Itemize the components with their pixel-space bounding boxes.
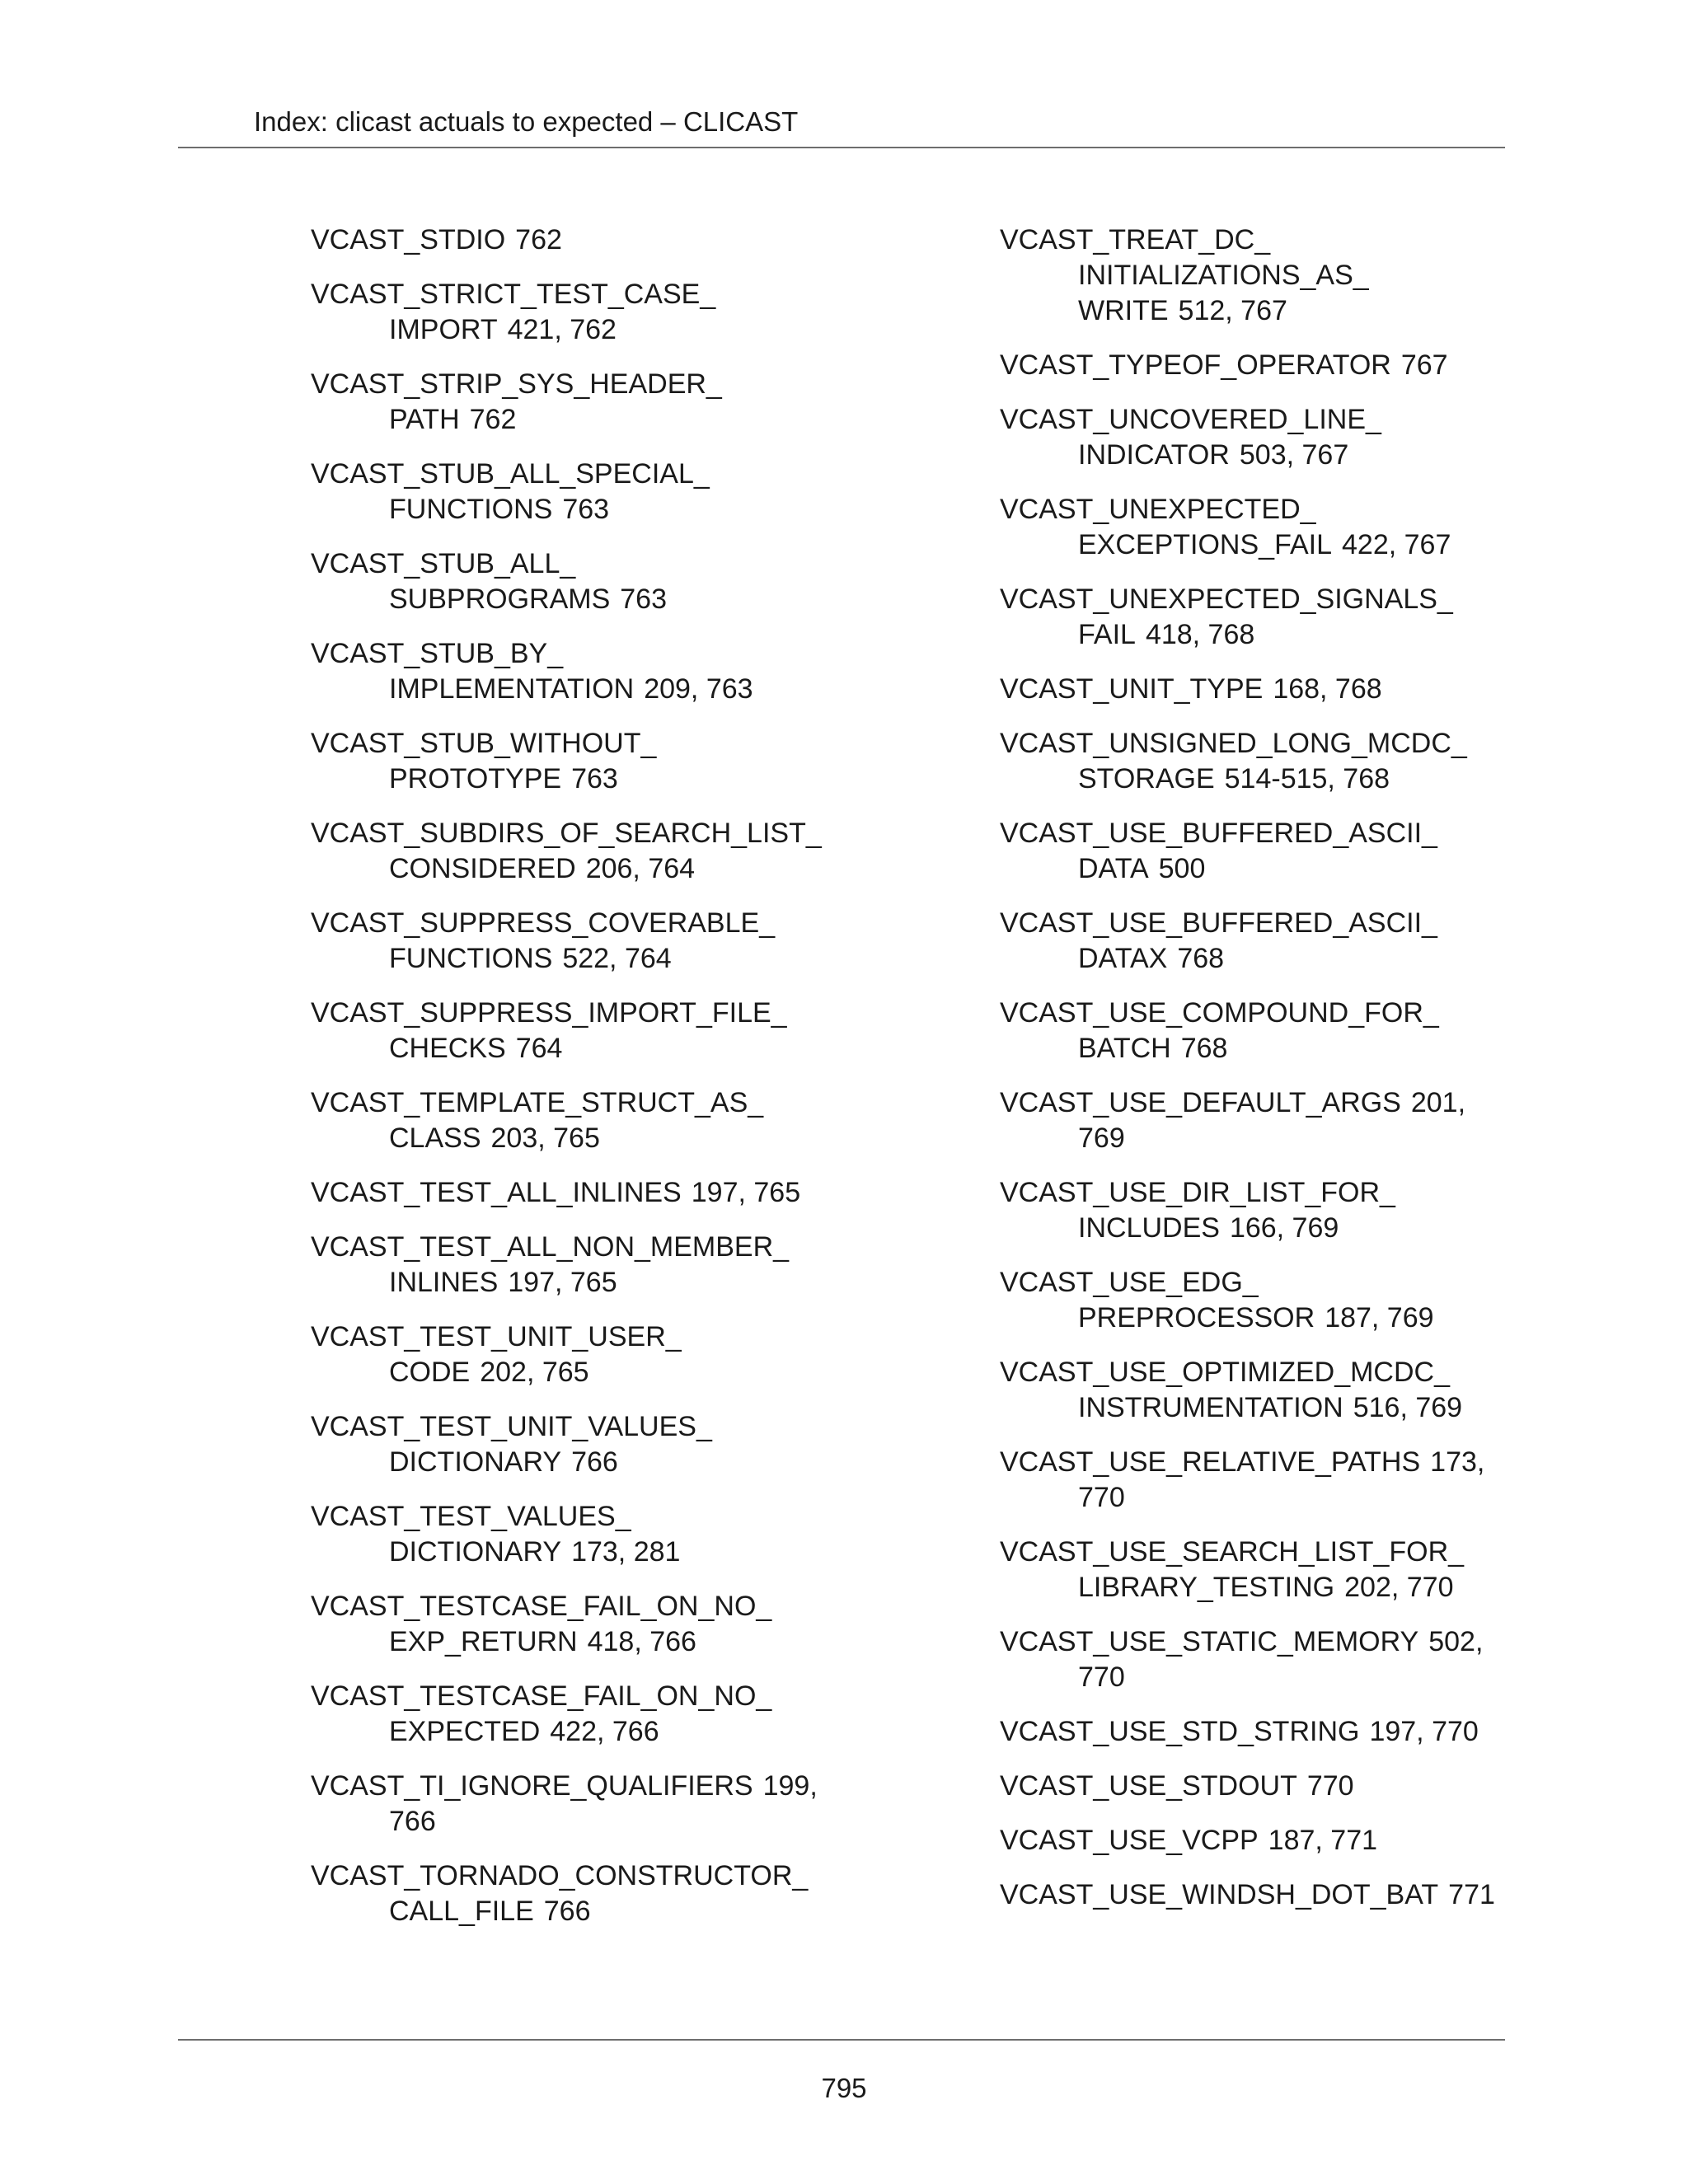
index-term-text: CHECKS [389, 1033, 506, 1064]
index-page-refs: 197, 765 [691, 1177, 801, 1208]
index-entry [1000, 726, 1511, 797]
index-entry [311, 816, 904, 887]
index-term-text: IMPORT [389, 314, 498, 345]
index-term-text: VCAST_TESTCASE_FAIL_ON_NO_ [311, 1680, 772, 1712]
index-term-text: VCAST_UNEXPECTED_SIGNALS_ [1000, 583, 1453, 615]
index-term-text: VCAST_USE_STD_STRING [1000, 1716, 1360, 1747]
index-entry [311, 996, 904, 1066]
index-term-text: DICTIONARY [389, 1536, 562, 1568]
index-term [1000, 906, 1511, 941]
index-entry [311, 1409, 904, 1480]
index-entry [1000, 1769, 1511, 1804]
index-term-text: VCAST_TI_IGNORE_QUALIFIERS [311, 1770, 753, 1802]
index-entry [1000, 672, 1511, 707]
index-term-continuation [311, 941, 904, 977]
index-term-text: VCAST_USE_EDG_ [1000, 1267, 1259, 1298]
index-term-text: IMPLEMENTATION [389, 673, 635, 705]
index-entry [1000, 582, 1511, 653]
index-term-text: VCAST_SUPPRESS_COVERABLE_ [311, 907, 776, 939]
index-page-refs-continuation: 769 [1078, 1122, 1125, 1154]
index-term-text: VCAST_USE_BUFFERED_ASCII_ [1000, 818, 1437, 849]
index-term-continuation [311, 1355, 904, 1390]
index-page-refs: 516, 769 [1353, 1392, 1463, 1423]
index-term-text: VCAST_SUBDIRS_OF_SEARCH_LIST_ [311, 818, 822, 849]
index-term [311, 1230, 904, 1265]
index-term-text: CLASS [389, 1122, 481, 1154]
index-term-text: EXP_RETURN [389, 1626, 578, 1657]
index-term [311, 546, 904, 582]
index-page-refs: 187, 771 [1268, 1825, 1378, 1856]
index-term [311, 457, 904, 492]
index-term [311, 1858, 904, 1894]
index-term-continuation [311, 582, 904, 617]
index-term-text: VCAST_TESTCASE_FAIL_ON_NO_ [311, 1591, 772, 1622]
index-page-refs: 512, 767 [1178, 295, 1287, 326]
index-term-text: VCAST_USE_VCPP [1000, 1825, 1259, 1856]
header-divider [178, 147, 1505, 148]
index-page-refs: 768 [1177, 943, 1225, 974]
index-term [311, 277, 904, 312]
index-entry [1000, 1823, 1511, 1858]
index-term [1000, 223, 1511, 258]
index-page-refs: 206, 764 [585, 853, 696, 884]
index-term [311, 906, 904, 941]
index-term-text: VCAST_TREAT_DC_ [1000, 224, 1271, 255]
index-entry [1000, 1445, 1511, 1516]
index-column-right [1000, 223, 1511, 1932]
index-term-continuation [1000, 762, 1511, 797]
index-term [311, 996, 904, 1031]
index-page-refs: 503, 767 [1239, 439, 1349, 471]
index-entry [1000, 1714, 1511, 1750]
index-term-text: VCAST_STUB_ALL_ [311, 548, 576, 579]
index-page-refs: 522, 764 [562, 943, 672, 974]
index-term-text: VCAST_STRIP_SYS_HEADER_ [311, 368, 722, 400]
index-page-refs: 763 [571, 763, 618, 794]
index-entry [311, 1589, 904, 1660]
index-term-text: VCAST_TEST_UNIT_VALUES_ [311, 1411, 712, 1442]
index-term-text: INSTRUMENTATION [1078, 1392, 1343, 1423]
index-term-text: INITIALIZATIONS_AS_ [1078, 260, 1369, 291]
index-term-text: WRITE [1078, 295, 1169, 326]
index-term [1000, 492, 1511, 527]
index-term [1000, 1769, 1511, 1804]
index-entry [311, 277, 904, 348]
index-term-text: FUNCTIONS [389, 494, 553, 525]
index-term [1000, 402, 1511, 438]
index-term-text: VCAST_UNCOVERED_LINE_ [1000, 404, 1381, 435]
index-entry [1000, 1535, 1511, 1605]
index-entry [311, 1230, 904, 1301]
index-page-refs: 173, 281 [571, 1536, 681, 1568]
index-page-refs: 201, [1410, 1087, 1466, 1118]
index-term [1000, 726, 1511, 762]
index-page-refs: 771 [1448, 1879, 1495, 1910]
index-term-text: LIBRARY_TESTING [1078, 1572, 1335, 1603]
index-entry [1000, 906, 1511, 977]
index-page-refs-continuation: 766 [389, 1806, 436, 1837]
index-term-continuation [311, 1624, 904, 1660]
index-entry [311, 726, 904, 797]
index-term-continuation [311, 1265, 904, 1301]
index-page-refs: 166, 769 [1229, 1212, 1339, 1244]
index-term [311, 1319, 904, 1355]
index-page-refs: 514-515, 768 [1224, 763, 1390, 794]
index-term-text: INDICATOR [1078, 439, 1230, 471]
index-term [1000, 1823, 1511, 1858]
index-page-refs: 209, 763 [644, 673, 753, 705]
index-term [311, 1679, 904, 1714]
index-term [1000, 672, 1511, 707]
index-entry [1000, 1265, 1511, 1336]
index-term-text: CONSIDERED [389, 853, 576, 884]
index-page-refs: 763 [620, 583, 667, 615]
index-term-continuation [311, 492, 904, 527]
index-term-text: INLINES [389, 1267, 499, 1298]
index-term [311, 726, 904, 762]
index-term-continuation [1000, 851, 1511, 887]
index-page-refs: 763 [562, 494, 610, 525]
index-entry [1000, 492, 1511, 563]
index-entry [1000, 1355, 1511, 1426]
index-entry [311, 1319, 904, 1390]
index-page-refs: 768 [1180, 1033, 1228, 1064]
index-page-refs: 500 [1158, 853, 1206, 884]
index-term [311, 223, 904, 258]
index-term-text: VCAST_USE_OPTIMIZED_MCDC_ [1000, 1357, 1450, 1388]
index-entry [311, 457, 904, 527]
index-term [1000, 1877, 1511, 1913]
index-term-continuation [1000, 1390, 1511, 1426]
index-page-refs-continuation: 770 [1078, 1482, 1125, 1513]
index-term [1000, 1085, 1511, 1121]
index-entry [311, 1769, 904, 1840]
index-term-text: VCAST_USE_DEFAULT_ARGS [1000, 1087, 1401, 1118]
index-page-refs: 197, 765 [508, 1267, 617, 1298]
index-term-text: VCAST_STDIO [311, 224, 506, 255]
index-term-continuation [1000, 527, 1511, 563]
index-entry [1000, 816, 1511, 887]
index-term-text: PROTOTYPE [389, 763, 562, 794]
index-term-text: CALL_FILE [389, 1896, 534, 1927]
index-term-text: VCAST_TYPEOF_OPERATOR [1000, 349, 1391, 381]
index-term-text: VCAST_STUB_BY_ [311, 638, 564, 669]
index-term-continuation [1000, 293, 1511, 329]
index-term [1000, 1624, 1511, 1660]
index-page-refs: 421, 762 [507, 314, 617, 345]
index-page-refs: 418, 766 [587, 1626, 696, 1657]
index-term [311, 1499, 904, 1535]
index-page-refs: 422, 767 [1342, 529, 1451, 560]
index-term-text: VCAST_TEMPLATE_STRUCT_AS_ [311, 1087, 764, 1118]
index-term-continuation [311, 1121, 904, 1156]
index-term-text: CODE [389, 1357, 471, 1388]
index-page-refs: 770 [1306, 1770, 1354, 1802]
index-term-text: EXCEPTIONS_FAIL [1078, 529, 1332, 560]
index-term-text: FAIL [1078, 619, 1136, 650]
index-term [311, 1589, 904, 1624]
index-term [1000, 582, 1511, 617]
index-term-text: VCAST_USE_SEARCH_LIST_FOR_ [1000, 1536, 1465, 1568]
index-term [311, 816, 904, 851]
index-page-refs: 502, [1428, 1626, 1484, 1657]
index-entry [1000, 1877, 1511, 1913]
index-term-text: VCAST_STRICT_TEST_CASE_ [311, 279, 716, 310]
index-term-continuation [1000, 941, 1511, 977]
index-term-continuation [1000, 1570, 1511, 1605]
index-term-text: VCAST_TEST_ALL_INLINES [311, 1177, 682, 1208]
index-term [1000, 348, 1511, 383]
index-page-refs: 422, 766 [550, 1716, 659, 1747]
index-entry [1000, 1175, 1511, 1246]
index-term [311, 1175, 904, 1211]
index-page-refs: 418, 768 [1145, 619, 1255, 650]
footer-divider [178, 2039, 1505, 2041]
index-term [1000, 1535, 1511, 1570]
index-entry [311, 1679, 904, 1750]
index-term-continuation [311, 1031, 904, 1066]
index-term-text: VCAST_USE_RELATIVE_PATHS [1000, 1446, 1421, 1478]
index-entry [311, 1175, 904, 1211]
index-term-text: DATA [1078, 853, 1149, 884]
index-term-text: VCAST_TORNADO_CONSTRUCTOR_ [311, 1860, 809, 1891]
index-entry [311, 636, 904, 707]
index-term-text: VCAST_USE_COMPOUND_FOR_ [1000, 997, 1439, 1029]
index-page-refs-continuation: 770 [1078, 1661, 1125, 1693]
index-term-text: STORAGE [1078, 763, 1215, 794]
index-entry [311, 546, 904, 617]
index-term-text: VCAST_TEST_UNIT_USER_ [311, 1321, 682, 1352]
index-term-continuation [1000, 1211, 1511, 1246]
index-term-text: VCAST_UNEXPECTED_ [1000, 494, 1316, 525]
index-term-text: INCLUDES [1078, 1212, 1220, 1244]
index-entry [311, 906, 904, 977]
index-term-continuation [311, 312, 904, 348]
index-term-continuation [1000, 438, 1511, 473]
index-term [311, 367, 904, 402]
index-page-refs: 199, [762, 1770, 818, 1802]
index-term-text: BATCH [1078, 1033, 1171, 1064]
index-term-text: VCAST_USE_STDOUT [1000, 1770, 1297, 1802]
index-term [1000, 1714, 1511, 1750]
index-page-refs: 202, 770 [1344, 1572, 1454, 1603]
index-entry [1000, 1624, 1511, 1695]
index-term-text: VCAST_UNSIGNED_LONG_MCDC_ [1000, 728, 1467, 759]
index-page-refs: 173, [1430, 1446, 1485, 1478]
index-entry [311, 1858, 904, 1929]
index-entry [1000, 1085, 1511, 1156]
index-term-continuation [311, 1714, 904, 1750]
index-term-text: VCAST_TEST_ALL_NON_MEMBER_ [311, 1231, 790, 1263]
index-page-refs: 762 [515, 224, 562, 255]
index-term-continuation [311, 402, 904, 438]
index-page-refs: 762 [469, 404, 517, 435]
index-term-text: SUBPROGRAMS [389, 583, 611, 615]
index-term [1000, 1265, 1511, 1301]
index-page-refs: 766 [571, 1446, 618, 1478]
index-entry [311, 367, 904, 438]
index-term-text: DATAX [1078, 943, 1168, 974]
index-term-text: PATH [389, 404, 460, 435]
index-term-continuation [311, 1535, 904, 1570]
index-term [1000, 996, 1511, 1031]
index-entry [311, 1085, 904, 1156]
index-term [311, 636, 904, 672]
index-entry [311, 1499, 904, 1570]
index-term-text: VCAST_UNIT_TYPE [1000, 673, 1264, 705]
index-term-text: VCAST_STUB_WITHOUT_ [311, 728, 657, 759]
index-term [311, 1085, 904, 1121]
index-term-continuation [1000, 617, 1511, 653]
index-term-text: FUNCTIONS [389, 943, 553, 974]
index-term-continuation [311, 762, 904, 797]
index-term-text: VCAST_TEST_VALUES_ [311, 1501, 631, 1532]
index-page-refs: 197, 770 [1369, 1716, 1479, 1747]
index-term [1000, 816, 1511, 851]
index-term-continuation [1000, 258, 1511, 293]
running-header: Index: clicast actuals to expected – CLICAST [254, 106, 799, 137]
index-term-text: VCAST_STUB_ALL_SPECIAL_ [311, 458, 710, 490]
index-term [1000, 1355, 1511, 1390]
index-column-left [311, 223, 904, 1948]
index-term-text: VCAST_USE_BUFFERED_ASCII_ [1000, 907, 1437, 939]
index-term-continuation [1000, 1031, 1511, 1066]
index-term-text: VCAST_USE_WINDSH_DOT_BAT [1000, 1879, 1439, 1910]
index-term-continuation [1000, 1301, 1511, 1336]
index-term [1000, 1445, 1511, 1480]
index-term [311, 1769, 904, 1804]
index-page-refs: 766 [543, 1896, 591, 1927]
index-term-continuation [311, 672, 904, 707]
index-term [311, 1409, 904, 1445]
index-entry [1000, 996, 1511, 1066]
index-term-text: DICTIONARY [389, 1446, 562, 1478]
page-number: 795 [821, 2073, 867, 2103]
index-term-text: EXPECTED [389, 1716, 541, 1747]
index-term-text: VCAST_SUPPRESS_IMPORT_FILE_ [311, 997, 787, 1029]
index-entry [1000, 223, 1511, 329]
index-term [1000, 1175, 1511, 1211]
index-term-text: VCAST_USE_DIR_LIST_FOR_ [1000, 1177, 1395, 1208]
index-page-refs: 187, 769 [1325, 1302, 1434, 1333]
index-entry [311, 223, 904, 258]
index-page-refs: 203, 765 [490, 1122, 600, 1154]
index-term-continuation [311, 1445, 904, 1480]
index-entry [1000, 402, 1511, 473]
index-entry [1000, 348, 1511, 383]
index-term-text: VCAST_USE_STATIC_MEMORY [1000, 1626, 1419, 1657]
index-term-continuation [311, 851, 904, 887]
index-term-continuation [311, 1894, 904, 1929]
index-page-refs: 767 [1400, 349, 1448, 381]
index-page-refs: 168, 768 [1273, 673, 1382, 705]
index-term-text: PREPROCESSOR [1078, 1302, 1315, 1333]
index-page-refs: 764 [515, 1033, 563, 1064]
index-page-refs: 202, 765 [480, 1357, 589, 1388]
